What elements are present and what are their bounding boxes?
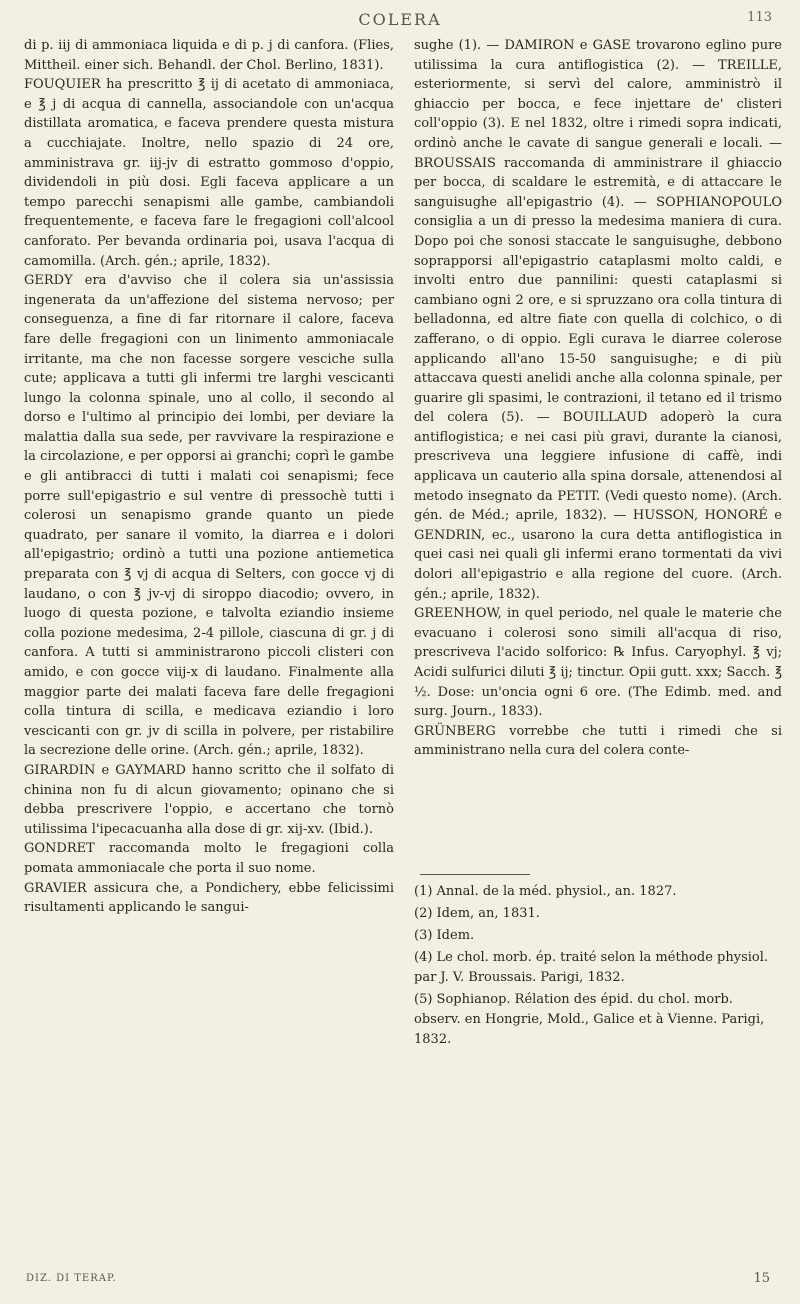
footnote: (4) Le chol. morb. ép. traité selon la méthode physiol. par J. V. Broussais. Parigi, 1832.	[414, 950, 769, 985]
running-head-title: COLERA	[358, 10, 442, 29]
page-number: 113	[747, 10, 772, 25]
footnote-divider	[420, 874, 530, 875]
paragraph: GONDRET raccomanda molto le fregagioni colla pomata ammoniacale che porta il suo nome.	[24, 841, 394, 876]
paragraph: sughe (1). — DAMIRON e GASE trovarono eglino pure utilissima la cura antiflogistica (2). — TREILLE, esteriormente, si servì del calore, amministrò il ghiaccio per bocca, e fece injettare de' clisteri coll'oppio (3). E nel 1832, oltre i rimedi sopra indicati, ordinò anche le cavate di sangue generali e locali. — BROUSSAIS raccomanda di amministrare il ghiaccio per bocca, di scaldare le estremità, e di attaccare le sanguisughe all'epigastrio (4). — SOPHIANOPOULO consiglia a un di presso la medesima maniera di cura. Dopo poi che sonosi staccate le sanguisughe, debbono soprapporsi all'epigastrio cataplasmi molto caldi, e involti entro due pannilini: questi cataplasmi si cambiano ogni 2 ore, e si spruzzano ora colla tintura di belladonna, ed altre fiate con quella di colchico, o di zafferano, o di oppio. Egli curava le diarree colerose applicando all'ano 15-50 sanguisughe; e di più attaccava questi anelidi anche alla colonna spinale, per guarire gli spasimi, le contrazioni, il tetano ed il trismo del colera (5). — BOUILLAUD adoperò la cura antiflogistica; e nei casi più gravi, durante la cianosi, prescriveva una leggiere infusione di caffè, indi applicava un cauterio alla spina dorsale, attenendosi al metodo insegnato da PETIT. (Vedi questo nome). (Arch. gén. de Méd.; aprile, 1832). — HUSSON, HONORÉ e GENDRIN, ec., usarono la cura detta antiflogistica in quei casi nei quali gli infermi erano tormentati da vivi dolori all'epigastrio e alla regione del cuore. (Arch. gén.; aprile, 1832).	[414, 38, 782, 602]
paragraph: GRAVIER assicura che, a Pondichery, ebbe felicissimi risultamenti applicando le sangui-	[24, 880, 394, 916]
paragraph: GERDY era d'avviso che il colera sia un'assissia ingenerata da un'affezione del sistema nervoso; per conseguenza, a fine di far ritornare il calore, faceva fare delle fregagioni con un linimento ammoniacale irritante, ma che non facesse sorgere vesciche sulla cute; applicava a tutti gli infermi tre larghi vescicanti lungo la colonna spinale, uno al collo, il secondo al dorso e l'ultimo al principio dei lombi, per deviare la malattia dalla sua sede, per ravvivare la respirazione e la circolazione, e per opporsi ai granchi; coprì le gambe e gli antibracci di tutti i malati coi senapismi; fece porre sull'epigastrio e sul ventre di pressochè tutti i colerosi un senapismo grande quanto un piede quadrato, per sanare il vomito, la diarrea e i dolori all'epigastrio; ordinò a tutti una pozione antiemetica preparata con ℥ vj di acqua di Selters, con gocce vj di laudano, o con ℥ jv-vj di siroppo diacodio; ovvero, in luogo di questa pozione, e talvolta eziandio insieme colla pozione medesima, 2-4 pillole, ciascuna di gr. j di canfora. A tutti si amministrarono piccoli clisteri con amido, e con gocce viij-x di laudano. Finalmente alla maggior parte dei malati faceva fare delle fregagioni colla tintura di scilla, e medicava eziandio i loro vescicanti con gr. jv di scilla in polvere, per ristabilire la secrezione delle orine. (Arch. gén.; aprile, 1832).	[24, 273, 394, 759]
footnote: (1) Annal. de la méd. physiol., an. 1827.	[414, 884, 677, 899]
left-column	[24, 36, 394, 918]
paragraph: di p. iij di ammoniaca liquida e di p. j di canfora. (Flies, Mittheil. einer sich. Behandl. der Chol. Berlino, 1831).	[24, 38, 394, 73]
paragraph: FOUQUIER ha prescritto ℥ ij di acetato di ammoniaca, e ℥ j di acqua di cannella, associandole con un'acqua distillata aromatica, e faceva prendere questa mistura a cucchiajate. Inoltre, nello spazio di 24 ore, amministrava gr. iij-jv di estratto gommoso d'oppio, dividendoli in più dosi. Egli faceva applicare a un tempo parecchi senapismi alle gambe, cambiandoli frequentemente, e faceva fare le fregagioni coll'alcool canforato. Per bevanda ordinaria poi, usava l'acqua di camomilla. (Arch. gén.; aprile, 1832).	[24, 77, 394, 269]
right-column	[414, 36, 782, 761]
footnote: (5) Sophianop. Rélation des épid. du chol. morb. observ. en Hongrie, Mold., Galice et à Vienne. Parigi, 1832.	[414, 992, 765, 1047]
paragraph: GRÜNBERG vorrebbe che tutti i rimedi che si amministrano nella cura del colera conte-	[414, 723, 782, 759]
paragraph: GREENHOW, in quel periodo, nel quale le materie che evacuano i colerosi sono simili all'acqua di riso, prescriveva l'acido solforico: ℞ Infus. Caryophyl. ℥ vj; Acidi sulfurici diluti ℥ ij; tinctur. Opii gutt. xxx; Sacch. ℥ ½. Dose: un'oncia ogni 6 ore. (The Edimb. med. and surg. Journ., 1833).	[414, 606, 782, 720]
sheet-number: 15	[753, 1271, 770, 1286]
footnote: (2) Idem, an, 1831.	[414, 906, 540, 921]
footnotes	[414, 882, 782, 1052]
footnote: (3) Idem.	[414, 928, 475, 943]
paragraph: GIRARDIN e GAYMARD hanno scritto che il solfato di chinina non fu di alcun giovamento; opinano che si debba prescrivere l'oppio, e accertano che tornò utilissima l'ipecacuanha alla dose di gr. xij-xv. (Ibid.).	[24, 762, 394, 837]
signature-mark: DIZ. DI TERAP.	[26, 1273, 117, 1284]
